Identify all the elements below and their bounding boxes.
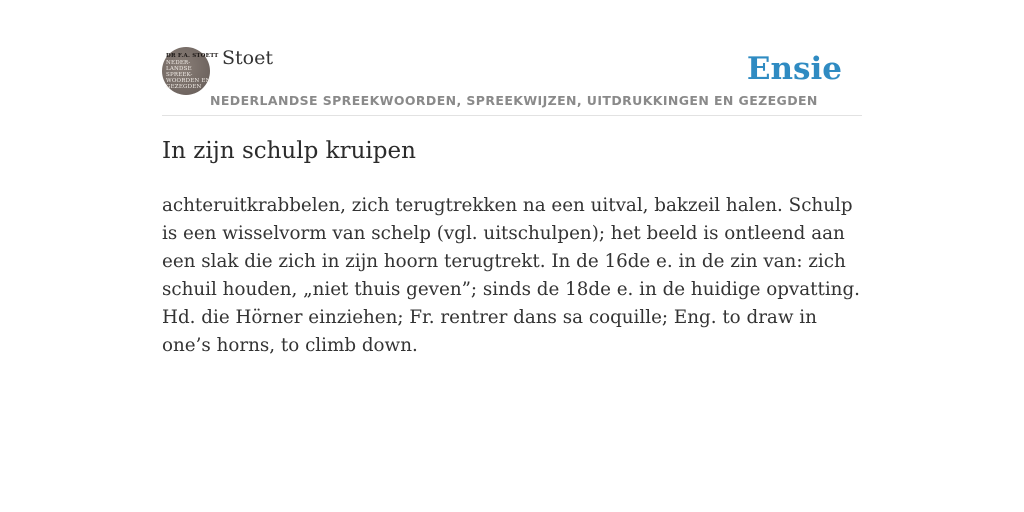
brand-logo-link[interactable]: Ensie <box>746 51 842 87</box>
entry-definition: achteruitkrabbelen, zich terugtrekken na een uitval, bakzeil halen. Schulp is een wisselvorm van schelp (vgl. uitschulpen); het beeld is ontleend aan een slak die zich in zijn hoorn terugtrekt. In de 16de e. in de zin van: zich schuil houden, „niet thuis geven”; sinds de 18de e. in de huidige opvatting. Hd. die Hörner einziehen; Fr. rentrer dans sa coquille; Eng. to draw in one’s horns, to climb down. <box>162 195 860 356</box>
entry-title: In zijn schulp kruipen <box>162 138 416 164</box>
avatar-text-line: LANDSE <box>166 66 192 72</box>
avatar-text-line: GEZEGDEN <box>166 84 202 90</box>
source-avatar[interactable] <box>162 47 219 95</box>
avatar-text-line: DR F.A. STOETT <box>166 53 219 59</box>
avatar-text-line: WOORDEN EN <box>166 78 211 84</box>
source-name-link[interactable]: Stoet <box>222 47 273 69</box>
avatar-text-line: SPREEK- <box>166 72 193 78</box>
source-subtitle: NEDERLANDSE SPREEKWOORDEN, SPREEKWIJZEN, UITDRUKKINGEN EN GEZEGDEN <box>210 93 818 108</box>
avatar-text-line: NEDER- <box>166 60 191 66</box>
source-header <box>162 46 862 116</box>
